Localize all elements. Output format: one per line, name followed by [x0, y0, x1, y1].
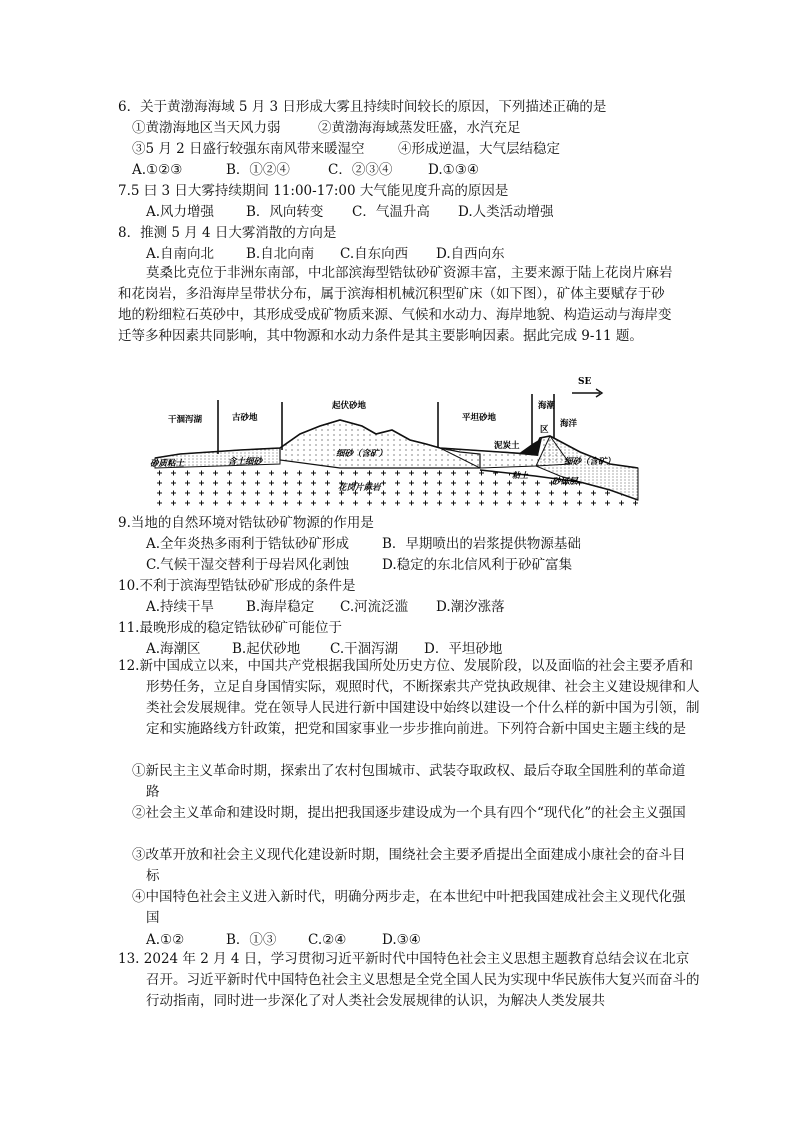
q12-stem: 12.新中国成立以来，中国共产党根据我国所处历史方位、发展阶段，以及面临的社会主要矛盾和形势任务，立足自身国情实际，观照时代，不断探索共产党执政规律、社会主义建设规律和人类社会发展规律。党在领导人民进行新中国建设中始终以建设一个什么样的新中国为引领，制定和实施路线方针政策，把党和国家事业一步步推向前进。下列符合新中国史主题主线的是 — [118, 658, 700, 737]
q6-item-4: ④形成逆温，大气层结稳定 — [398, 141, 560, 157]
q12-option-a: A.①② — [146, 932, 185, 948]
q10-option-c: C.河流泛滥 — [340, 599, 409, 615]
q7-option-d: D.人类活动增强 — [458, 204, 554, 220]
q7-option-c: C．气温升高 — [352, 204, 430, 220]
q9-stem: 9.当地的自然环境对锆钛砂矿物源的作用是 — [118, 515, 374, 531]
q12-option-d: D.③④ — [382, 932, 421, 948]
q7-option-a: A.风力增强 — [146, 204, 215, 220]
q8-option-a: A.自南向北 — [146, 246, 215, 262]
label-sandy-clay: 砂质粘土 — [150, 459, 185, 469]
q6-stem: 6．关于黄渤海海域 5 月 3 日形成大雾且持续时间较长的原因，下列描述正确的是 — [118, 99, 607, 115]
q6-item-3: ③5 月 2 日盛行较强东南风带来暖湿空 — [132, 141, 365, 157]
q8-stem: 8．推测 5 月 4 日大雾消散的方向是 — [118, 225, 337, 241]
q6-option-d: D.①③④ — [428, 162, 479, 178]
label-clay-fine-sand: 含土细砂 — [228, 457, 263, 467]
q9-option-a: A.全年炎热多雨利于锆钛砂矿形成 — [146, 536, 350, 552]
label-flat-sand: 平坦砂地 — [462, 413, 497, 423]
q11-stem: 11.最晚形成的稳定锆钛砂矿可能位于 — [118, 620, 342, 636]
q6-item-2: ②黄渤海海域蒸发旺盛，水汽充足 — [318, 120, 521, 136]
q10-option-b: B.海岸稳定 — [246, 599, 315, 615]
label-ocean: 海洋 — [560, 419, 578, 429]
q12-option-c: C.②④ — [308, 932, 347, 948]
q9-option-c: C.气候干湿交替利于母岩风化剥蚀 — [146, 557, 350, 573]
q6-option-c: C．②③④ — [328, 162, 393, 178]
q11-option-a: A.海潮区 — [146, 641, 201, 657]
q7-option-b: B．风向转变 — [246, 204, 324, 220]
q12-item-4: ④中国特色社会主义进入新时代，明确分两步走，在本世纪中叶把我国建成社会主义现代化强国 — [132, 889, 686, 926]
q11-option-b: B.起伏砂地 — [232, 641, 301, 657]
q6-item-1: ①黄渤海地区当天风力弱 — [132, 120, 281, 136]
q9-option-b: B．早期喷出的岩浆提供物源基础 — [382, 536, 581, 552]
label-peat: 泥炭土 — [494, 441, 520, 451]
direction-label: SE — [578, 377, 592, 387]
label-tidal-zone-2: 区 — [540, 425, 549, 435]
reading-passage: 莫桑比克位于非洲东南部，中北部滨海型锆钛砂矿资源丰富，主要来源于陆上花岗片麻岩和花岗岩，多沿海岸呈带状分布，属于滨海相机械沉积型矿床（如下图），矿体主要赋存于砂地的粉细粒石英砂中，其形成受成矿物质来源、气候和水动力、海岸地貌、构造运动与海岸变迁等多种因素共同影响，其中物源和水动力条件是其主要影响因素。据此完成 9-11 题。 — [118, 265, 673, 344]
q12-item-1: ①新民主主义革命时期，探索出了农村包围城市、武装夺取政权、最后夺取全国胜利的革命道路 — [132, 763, 686, 800]
label-gravel: 砂砾层 — [552, 477, 578, 487]
q11-option-c: C.干涸泻湖 — [330, 641, 399, 657]
q10-stem: 10.不利于滨海型锆钛砂矿形成的条件是 — [118, 578, 356, 594]
label-ocean-fine-sand: 细砂（含矿） — [564, 457, 616, 467]
label-clay: 粘土 — [512, 470, 528, 480]
q8-option-d: D.自西向东 — [436, 246, 505, 262]
q12-item-3: ③改革开放和社会主义现代化建设新时期，围绕社会主要矛盾提出全面建成小康社会的奋斗目标 — [132, 847, 686, 884]
q8-option-b: B.自北向南 — [246, 246, 315, 262]
q6-option-a: A.①②③ — [132, 162, 183, 178]
q12-option-b: B．①③ — [226, 932, 277, 948]
label-granite-gneiss: 花岗片麻岩 — [338, 483, 381, 493]
q6-option-b: B．①②④ — [226, 162, 290, 178]
label-tidal-zone: 海潮 — [538, 401, 556, 411]
q11-option-d: D．平坦砂地 — [424, 641, 503, 657]
q12-item-2: ②社会主义革命和建设时期，提出把我国逐步建设成为一个具有四个“现代化”的社会主义强国 — [132, 805, 686, 821]
q10-option-d: D.潮汐涨落 — [436, 599, 505, 615]
q10-option-a: A.持续干旱 — [146, 599, 215, 615]
q9-option-d: D.稳定的东北信风利于砂矿富集 — [382, 557, 573, 573]
label-undulating-sand: 起伏砂地 — [332, 401, 367, 411]
label-fine-sand-ore: 细砂（含矿） — [336, 449, 388, 459]
coastal-cross-section-diagram — [140, 368, 640, 510]
label-dry-lagoon: 干涸泻湖 — [168, 415, 203, 425]
q7-stem: 7.5 曰 3 日大雾持续期间 11:00-17:00 大气能见度升高的原因是 — [118, 183, 509, 199]
label-old-sand: 古砂地 — [232, 413, 258, 423]
q13-stem: 13. 2024 年 2 月 4 日，学习贯彻习近平新时代中国特色社会主义思想主题教育总结会议在北京召开。习近平新时代中国特色社会主义思想是全党全国人民为实现中华民族伟大复兴而奋斗的行动指南，同时进一步深化了对人类社会发展规律的认识，为解决人类发展共 — [118, 951, 700, 1009]
q8-option-c: C.自东向西 — [340, 246, 409, 262]
